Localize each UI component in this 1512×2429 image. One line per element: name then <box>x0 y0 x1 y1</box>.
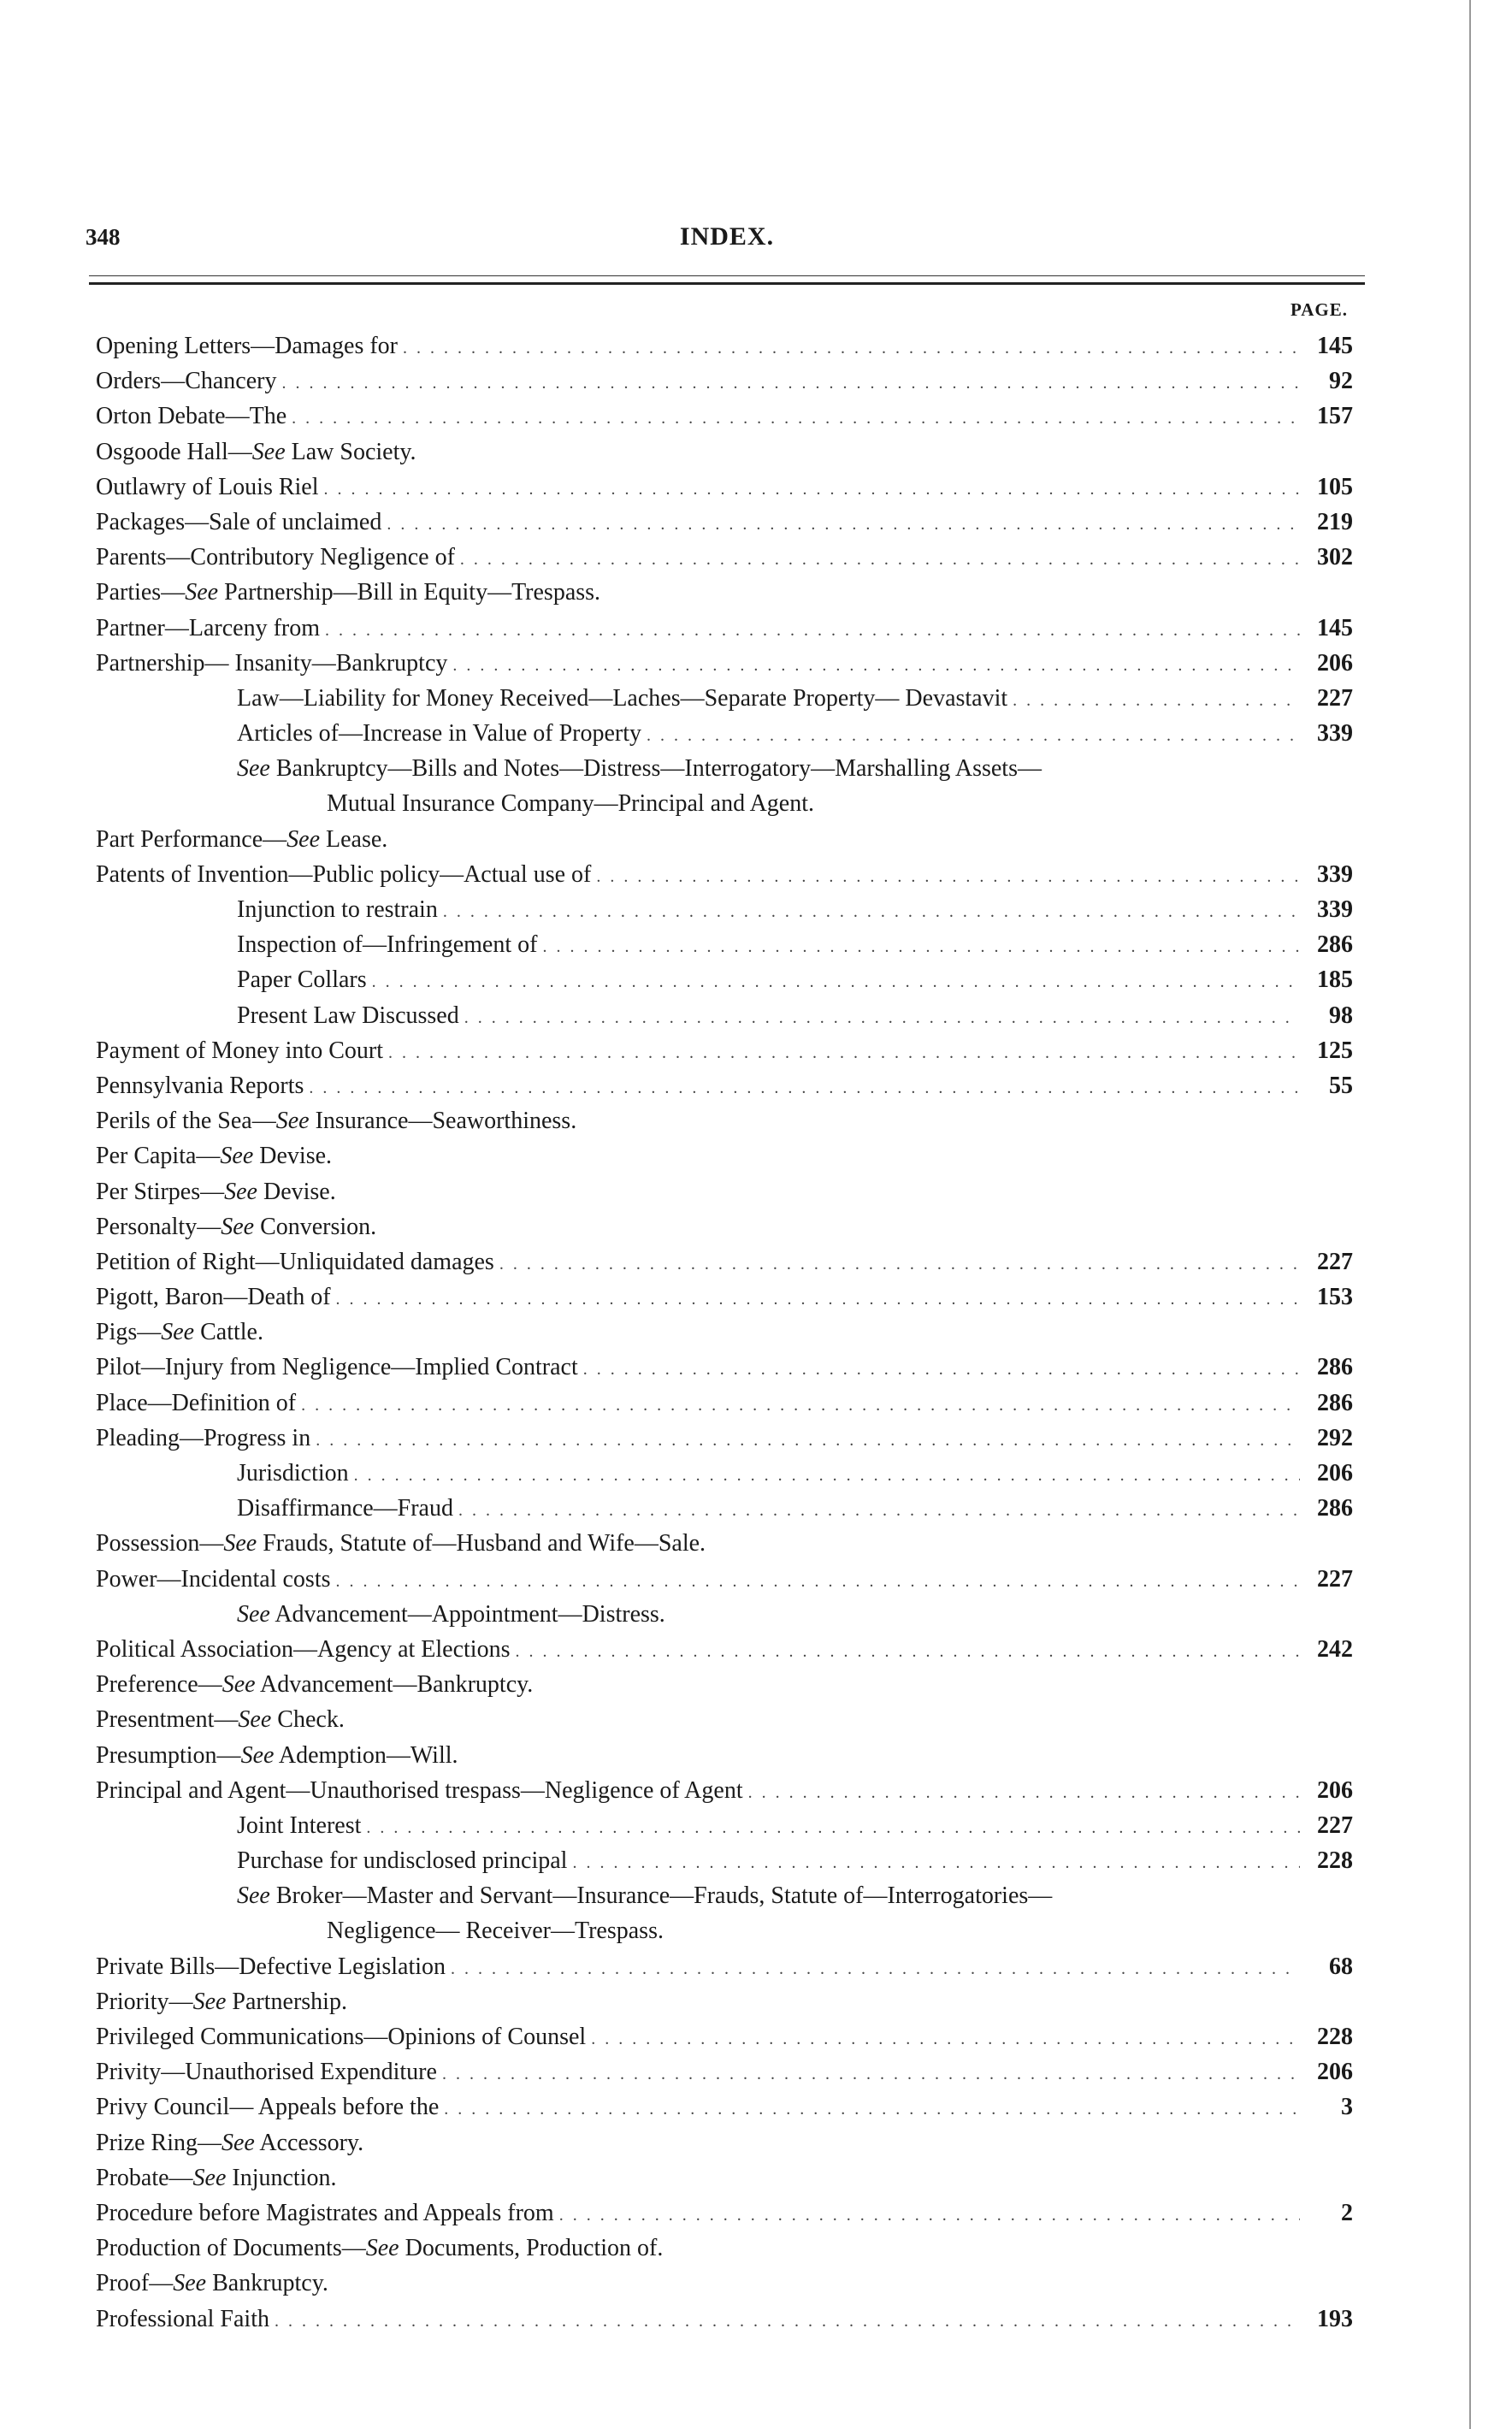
dot-leader <box>583 1352 1300 1387</box>
entry-text <box>96 1209 376 1244</box>
entry-text-part: Bankruptcy—Bills and Notes—Distress—Interrogatory—Marshalling Assets— <box>269 755 1042 783</box>
entry-page-number: 302 <box>1317 544 1353 571</box>
entry-text-part: Payment of Money into Court <box>96 1037 383 1064</box>
entry-text-part: Insurance—Seaworthiness. <box>309 1108 577 1135</box>
entry-text-part: Personalty— <box>96 1213 221 1240</box>
entry-text <box>327 1913 664 1948</box>
entry-text <box>96 1562 331 1597</box>
entry-text-part: Injunction to restrain <box>237 896 438 923</box>
page-edge-line <box>1469 0 1471 2429</box>
entry-text <box>96 2266 328 2301</box>
see-reference: See <box>185 579 219 606</box>
entry-text-part: Orton Debate—The <box>96 403 287 430</box>
index-entry <box>96 611 1353 646</box>
index-entry <box>96 2125 1353 2160</box>
entry-text-part: Present Law Discussed <box>237 1002 459 1029</box>
entry-page-number: 286 <box>1317 931 1353 959</box>
entry-text <box>96 1984 347 2019</box>
index-entry <box>96 2196 1353 2231</box>
entry-text-part: Preference— <box>96 1671 222 1699</box>
entry-text <box>96 1033 383 1068</box>
entry-page-number: 98 <box>1329 1002 1353 1029</box>
entry-text-part: Pigott, Baron—Death of <box>96 1284 331 1311</box>
entry-text-part: Prize Ring— <box>96 2129 221 2156</box>
entry-text <box>96 1315 263 1350</box>
entry-text-part: Advancement—Bankruptcy. <box>255 1671 534 1699</box>
see-reference: See <box>240 1741 275 1769</box>
entry-text <box>96 822 387 857</box>
entry-page-number: 193 <box>1317 2305 1353 2332</box>
entry-text <box>96 1526 706 1561</box>
entry-text <box>96 1103 576 1138</box>
entry-text <box>96 1244 494 1280</box>
entry-page-number: 227 <box>1317 1811 1353 1839</box>
entry-text-part: Patents of Invention—Public policy—Actual use of <box>96 860 592 888</box>
entry-text <box>96 1738 458 1773</box>
entry-text-part: Accessory. <box>254 2129 364 2156</box>
see-reference: See <box>275 1108 310 1135</box>
entry-page-number: 153 <box>1317 1284 1353 1311</box>
dot-leader <box>325 613 1300 648</box>
entry-text <box>96 575 600 610</box>
entry-text-part: Documents, Production of. <box>399 2235 664 2262</box>
entry-text-part: Presumption— <box>96 1741 241 1769</box>
index-entry <box>96 1632 1353 1667</box>
entry-page-number: 227 <box>1317 1248 1353 1275</box>
entry-text-part: Professional Faith <box>96 2305 269 2332</box>
entry-text <box>96 1138 332 1173</box>
entry-page-number: 157 <box>1317 403 1353 430</box>
dot-leader <box>1013 683 1300 718</box>
see-reference: See <box>224 1178 257 1205</box>
entry-page-number: 92 <box>1329 368 1353 395</box>
index-entry <box>96 892 1353 927</box>
entry-text <box>96 611 320 646</box>
entry-text-part: Mutual Insurance Company—Principal and Agent. <box>327 790 814 818</box>
entry-text-part: Disaffirmance—Fraud <box>237 1495 453 1522</box>
page-number: 348 <box>86 224 121 250</box>
entry-page-number: 206 <box>1317 649 1353 677</box>
entry-text-part: Parents—Contributory Negligence of <box>96 544 455 571</box>
entry-text-part: Privity—Unauthorised Expenditure <box>96 2059 437 2086</box>
entry-text <box>237 1878 1052 1913</box>
entry-text <box>96 1421 310 1456</box>
entry-page-number: 145 <box>1317 333 1353 359</box>
dot-leader <box>372 965 1300 1000</box>
dot-leader <box>387 507 1300 542</box>
entry-text-part: Partnership. <box>226 1988 347 2015</box>
see-reference: See <box>237 1882 270 1910</box>
entry-text-part: Check. <box>271 1706 345 1734</box>
entry-text-part: Priority— <box>96 1988 193 2015</box>
index-entry <box>96 2089 1353 2125</box>
index-entry <box>96 1773 1353 1808</box>
entry-text <box>96 399 286 434</box>
entry-text-part: Perils of the Sea— <box>96 1108 276 1135</box>
entry-text <box>96 1949 446 1984</box>
entry-text-part: Negligence— Receiver—Trespass. <box>327 1918 664 1945</box>
dot-leader <box>647 718 1300 754</box>
entry-page-number: 286 <box>1317 1389 1353 1416</box>
entry-page-number: 55 <box>1329 1072 1353 1099</box>
see-reference: See <box>221 2129 255 2156</box>
index-entry <box>96 2054 1353 2089</box>
dot-leader <box>336 1564 1301 1599</box>
index-entry <box>96 1913 1353 1948</box>
index-entry <box>96 857 1353 892</box>
entry-text-part: Privileged Communications—Opinions of Counsel <box>96 2024 587 2050</box>
index-entry <box>96 1421 1353 1456</box>
index-entry <box>96 1280 1353 1315</box>
running-head-title: INDEX. <box>679 222 775 251</box>
entry-text-part: Partnership— Insanity—Bankruptcy <box>96 649 448 677</box>
entry-text-part: Devise. <box>257 1178 336 1205</box>
dot-leader <box>748 1776 1300 1811</box>
entry-text-part: Political Association—Agency at Elections <box>96 1635 511 1663</box>
index-entry <box>96 1244 1353 1280</box>
index-entry <box>96 399 1353 434</box>
index-entry <box>96 1562 1353 1597</box>
entry-text <box>237 751 1042 786</box>
index-entries-list <box>96 328 1353 2337</box>
index-entry <box>96 1843 1353 1878</box>
index-entry <box>96 1209 1353 1244</box>
see-reference: See <box>237 1600 270 1628</box>
see-reference: See <box>221 1671 256 1699</box>
see-reference: See <box>251 438 286 465</box>
see-reference: See <box>286 825 320 853</box>
entry-text-part: Joint Interest <box>237 1811 362 1839</box>
entry-text-part: Opening Letters—Damages for <box>96 333 398 359</box>
entry-text-part: Advancement—Appointment—Distress. <box>269 1600 665 1628</box>
dot-leader <box>464 1001 1300 1036</box>
entry-text-part: Paper Collars <box>237 966 367 994</box>
entry-text <box>237 927 537 962</box>
entry-text-part: Probate— <box>96 2164 193 2191</box>
entry-text-part: Ademption—Will. <box>274 1741 458 1769</box>
dot-leader <box>515 1634 1300 1670</box>
entry-text-part: Power—Incidental costs <box>96 1565 331 1593</box>
entry-text-part: Privy Council— Appeals before the <box>96 2094 440 2121</box>
entry-text-part: Broker—Master and Servant—Insurance—Frauds, Statute of—Interrogatories— <box>269 1882 1053 1910</box>
dot-leader <box>596 860 1300 895</box>
entry-text <box>237 681 1007 716</box>
entry-text <box>96 646 447 681</box>
index-entry <box>96 1456 1353 1491</box>
entry-text <box>96 1068 304 1103</box>
see-reference: See <box>192 2164 227 2191</box>
entry-page-number: 3 <box>1341 2094 1353 2121</box>
entry-text <box>96 470 319 505</box>
entry-text-part: Possession— <box>96 1530 224 1557</box>
entry-text-part: Pleading—Progress in <box>96 1424 311 1451</box>
entry-text-part: Procedure before Magistrates and Appeals from <box>96 2199 554 2226</box>
index-entry <box>96 1174 1353 1209</box>
entry-text-part: Production of Documents— <box>96 2235 366 2262</box>
index-entry <box>96 1878 1353 1913</box>
entry-text-part: Per Capita— <box>96 1143 221 1170</box>
index-entry <box>96 470 1353 505</box>
entry-text-part: Bankruptcy. <box>206 2270 328 2297</box>
entry-text-part: Proof— <box>96 2270 174 2297</box>
dot-leader <box>458 1493 1300 1528</box>
dot-leader <box>403 331 1300 366</box>
dot-leader <box>324 472 1300 507</box>
entry-text-part: Outlawry of Louis Riel <box>96 473 319 500</box>
entry-text <box>96 1702 345 1737</box>
index-entry <box>96 1667 1353 1702</box>
entry-text-part: Frauds, Statute of—Husband and Wife—Sale. <box>257 1530 706 1557</box>
entry-page-number: 185 <box>1317 966 1353 994</box>
dot-leader <box>451 1952 1300 1987</box>
entry-text-part: Law Society. <box>285 438 416 465</box>
entry-page-number: 105 <box>1317 473 1353 500</box>
entry-text <box>327 786 814 821</box>
see-reference: See <box>365 2235 399 2262</box>
dot-leader <box>366 1811 1300 1846</box>
index-entry <box>96 434 1353 470</box>
page-header <box>0 0 1512 320</box>
entry-text <box>96 1280 331 1315</box>
dot-leader <box>572 1846 1300 1881</box>
entry-text-part: Cattle. <box>194 1319 263 1346</box>
page-column-label: PAGE. <box>1290 299 1348 320</box>
dot-leader <box>452 648 1300 683</box>
entry-text <box>96 363 276 399</box>
entry-page-number: 228 <box>1317 1847 1353 1875</box>
entry-text-part: Law—Liability for Money Received—Laches—Separate Property— Devastavit <box>237 684 1008 712</box>
see-reference: See <box>173 2270 207 2297</box>
entry-text <box>96 1632 510 1667</box>
dot-leader <box>499 1247 1300 1282</box>
index-entry <box>96 751 1353 786</box>
entry-text <box>96 1386 296 1421</box>
entry-page-number: 339 <box>1317 896 1353 923</box>
entry-text-part: Place—Definition of <box>96 1389 297 1416</box>
see-reference: See <box>237 755 270 783</box>
entry-page-number: 125 <box>1317 1037 1353 1064</box>
entry-text <box>237 1808 361 1843</box>
index-entry <box>96 1033 1353 1068</box>
index-entry <box>96 328 1353 363</box>
entry-text-part: Packages—Sale of unclaimed <box>96 508 382 535</box>
index-entry <box>96 1103 1353 1138</box>
entry-page-number: 2 <box>1341 2199 1353 2226</box>
dot-leader <box>444 2092 1300 2127</box>
entry-text <box>96 2196 554 2231</box>
dot-leader <box>309 1071 1300 1106</box>
index-entry <box>96 1526 1353 1561</box>
dot-leader <box>281 366 1300 401</box>
entry-text <box>96 2019 586 2054</box>
entry-page-number: 227 <box>1317 684 1353 712</box>
index-entry <box>96 1068 1353 1103</box>
entry-page-number: 206 <box>1317 2059 1353 2086</box>
entry-page-number: 339 <box>1317 720 1353 748</box>
see-reference: See <box>223 1530 257 1557</box>
entry-text <box>96 1773 743 1808</box>
see-reference: See <box>221 1213 255 1240</box>
dot-leader <box>275 2304 1300 2339</box>
entry-text <box>96 505 381 540</box>
entry-page-number: 339 <box>1317 860 1353 888</box>
entry-text-part: Private Bills—Defective Legislation <box>96 1953 446 1980</box>
see-reference: See <box>192 1988 227 2015</box>
index-entry <box>96 1597 1353 1632</box>
entry-text-part: Purchase for undisclosed principal <box>237 1847 568 1875</box>
index-entry <box>96 1350 1353 1385</box>
index-entry <box>96 363 1353 399</box>
entry-text-part: Principal and Agent—Unauthorised trespass—Negligence of Agent <box>96 1776 743 1804</box>
index-entry <box>96 540 1353 575</box>
entry-text <box>96 1350 578 1385</box>
dot-leader <box>591 2022 1300 2057</box>
entry-text-part: Partnership—Bill in Equity—Trespass. <box>218 579 601 606</box>
entry-text-part: Jurisdiction <box>237 1460 349 1486</box>
index-entry <box>96 927 1353 962</box>
entry-text <box>96 434 416 470</box>
entry-text-part: Presentment— <box>96 1706 239 1734</box>
index-entry <box>96 822 1353 857</box>
entry-text <box>237 1456 349 1491</box>
entry-page-number: 219 <box>1317 508 1353 535</box>
entry-text-part: Conversion. <box>254 1213 377 1240</box>
index-entry <box>96 1984 1353 2019</box>
index-entry <box>96 2019 1353 2054</box>
index-entry <box>96 575 1353 610</box>
entry-page-number: 286 <box>1317 1495 1353 1522</box>
index-entry <box>96 998 1353 1033</box>
entry-text <box>96 2089 439 2125</box>
entry-text-part: Per Stirpes— <box>96 1178 225 1205</box>
index-entry <box>96 716 1353 751</box>
entry-text <box>96 1667 533 1702</box>
entry-text-part: Osgoode Hall— <box>96 438 252 465</box>
index-entry <box>96 962 1353 997</box>
dot-leader <box>443 895 1300 930</box>
entry-page-number: 286 <box>1317 1354 1353 1381</box>
see-reference: See <box>161 1319 195 1346</box>
entry-text-part: Pennsylvania Reports <box>96 1072 304 1099</box>
entry-text-part: Inspection of—Infringement of <box>237 931 538 959</box>
entry-text <box>96 2302 269 2337</box>
entry-text <box>96 2160 336 2196</box>
entry-text-part: Articles of—Increase in Value of Property <box>237 720 641 748</box>
entry-page-number: 292 <box>1317 1424 1353 1451</box>
entry-text-part: Petition of Right—Unliquidated damages <box>96 1248 494 1275</box>
entry-text-part: Injunction. <box>226 2164 337 2191</box>
entry-page-number: 227 <box>1317 1565 1353 1593</box>
index-entry <box>96 1491 1353 1526</box>
see-reference: See <box>220 1143 254 1170</box>
entry-text <box>237 1491 453 1526</box>
entry-text <box>96 328 398 363</box>
dot-leader <box>542 930 1300 965</box>
index-entry <box>96 2302 1353 2337</box>
index-entry <box>96 2231 1353 2266</box>
dot-leader <box>354 1458 1300 1493</box>
index-entry <box>96 786 1353 821</box>
entry-page-number: 206 <box>1317 1460 1353 1486</box>
index-entry <box>96 646 1353 681</box>
entry-text <box>237 1597 665 1632</box>
entry-text <box>96 2125 363 2160</box>
entry-text-part: Orders—Chancery <box>96 368 277 395</box>
dot-leader <box>316 1423 1300 1458</box>
dot-leader <box>292 401 1300 436</box>
entry-text <box>96 1174 336 1209</box>
entry-text-part: Partner—Larceny from <box>96 614 320 641</box>
entry-page-number: 206 <box>1317 1776 1353 1804</box>
index-entry <box>96 2160 1353 2196</box>
entry-text <box>96 857 591 892</box>
entry-text-part: Lease. <box>320 825 388 853</box>
dot-leader <box>559 2198 1300 2233</box>
index-entry <box>96 1315 1353 1350</box>
index-entry <box>96 505 1353 540</box>
entry-text <box>237 892 438 927</box>
entry-page-number: 68 <box>1329 1953 1353 1980</box>
entry-text <box>237 962 367 997</box>
index-entry <box>96 1702 1353 1737</box>
index-entry <box>96 1738 1353 1773</box>
dot-leader <box>388 1036 1300 1071</box>
header-rule-thin <box>89 275 1365 276</box>
entry-page-number: 242 <box>1317 1635 1353 1663</box>
index-entry <box>96 1386 1353 1421</box>
index-entry <box>96 2266 1353 2301</box>
index-entry <box>96 681 1353 716</box>
entry-text-part: Parties— <box>96 579 186 606</box>
dot-leader <box>301 1388 1300 1423</box>
entry-text-part: Pilot—Injury from Negligence—Implied Contract <box>96 1354 578 1381</box>
entry-text-part: Part Performance— <box>96 825 287 853</box>
dot-leader <box>336 1282 1300 1317</box>
entry-page-number: 228 <box>1317 2024 1353 2050</box>
see-reference: See <box>238 1706 272 1734</box>
entry-text <box>96 2231 663 2266</box>
entry-text <box>237 716 641 751</box>
entry-text-part: Devise. <box>253 1143 333 1170</box>
entry-text <box>96 540 455 575</box>
index-entry <box>96 1949 1353 1984</box>
dot-leader <box>460 542 1300 577</box>
index-entry <box>96 1138 1353 1173</box>
index-entry <box>96 1808 1353 1843</box>
header-rule-thick <box>89 282 1365 285</box>
entry-text-part: Pigs— <box>96 1319 162 1346</box>
dot-leader <box>442 2057 1300 2092</box>
entry-text <box>96 2054 437 2089</box>
entry-text <box>237 998 459 1033</box>
entry-page-number: 145 <box>1317 614 1353 641</box>
entry-text <box>237 1843 567 1878</box>
